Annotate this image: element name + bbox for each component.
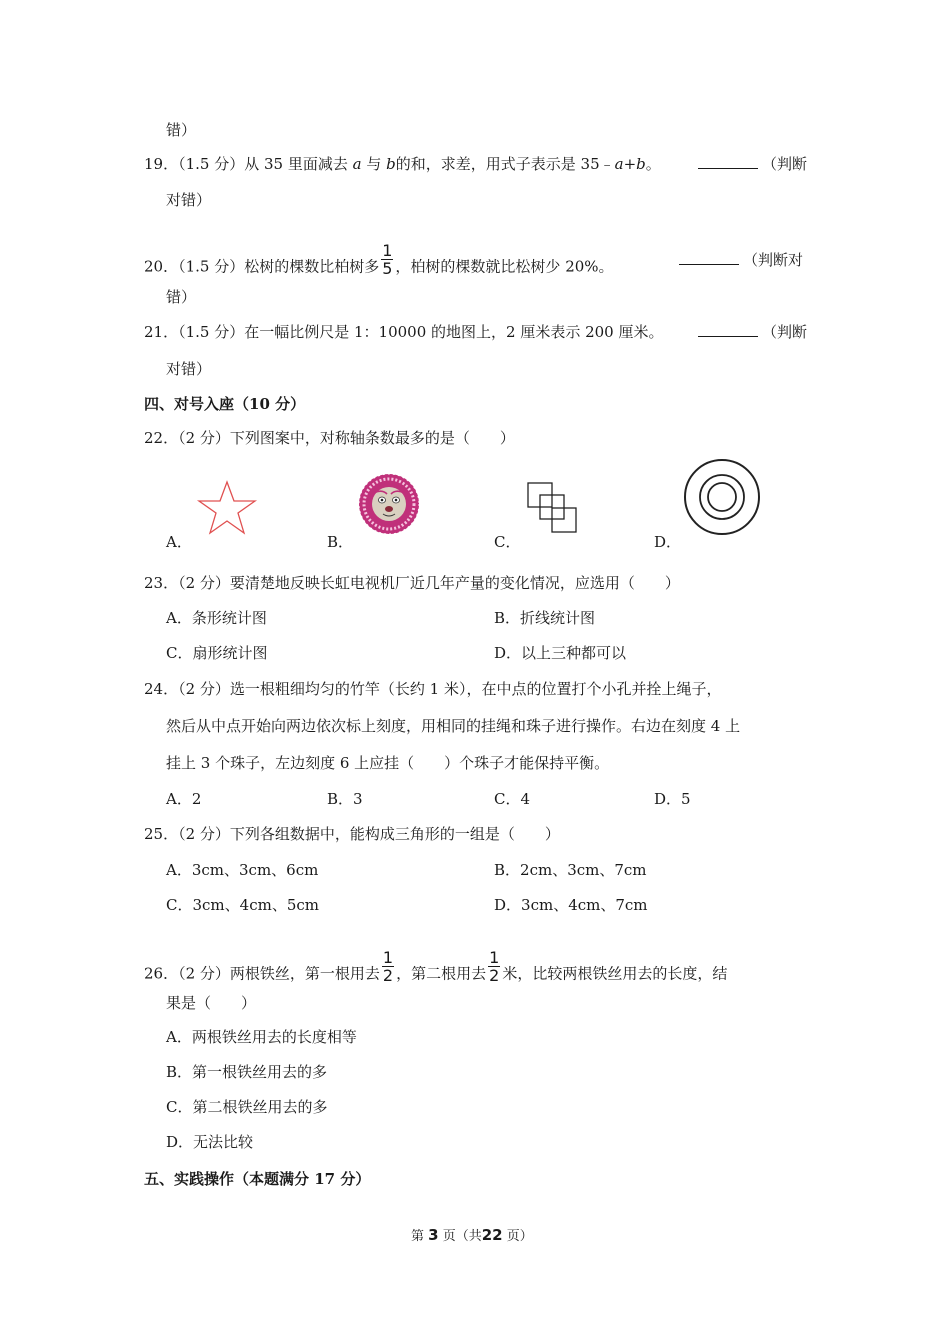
q19-var-b: b — [386, 155, 396, 173]
q24-text-line2: 然后从中点开始向两边依次标上刻度，用相同的挂绳和珠子进行操作。右边在刻度 4 上 — [166, 717, 741, 735]
q24-number: 24． — [144, 680, 179, 698]
q26-frac1-den: 2 — [382, 966, 394, 985]
q20-answer-blank[interactable] — [679, 250, 739, 265]
q23-option-c[interactable]: C．扇形统计图 — [166, 644, 268, 662]
q26-option-c[interactable]: C．第二根铁丝用去的多 — [166, 1098, 328, 1116]
q19-score: （1.5 分） — [178, 155, 245, 173]
q26-text-line2: 果是（ ） — [166, 994, 257, 1012]
q21-answer-blank[interactable] — [698, 322, 758, 337]
q26-option-d[interactable]: D．无法比较 — [166, 1133, 254, 1151]
q24-option-b[interactable]: B．3 — [327, 790, 363, 808]
question-20 — [144, 241, 614, 285]
q20-frac-den: 5 — [382, 259, 393, 278]
section-5-heading: 五、实践操作（本题满分 17 分） — [144, 1170, 371, 1188]
q25-option-a[interactable]: A．3cm、3cm、6cm — [166, 861, 319, 879]
footer-suffix: 页） — [506, 1229, 533, 1244]
squares-figure — [526, 481, 580, 535]
q25-option-b[interactable]: B．2cm、3cm、7cm — [494, 861, 647, 879]
q25-text: 下列各组数据中，能构成三角形的一组是（ ） — [229, 825, 560, 843]
q21-answer-area — [694, 322, 807, 342]
q26-text: 两根铁丝，第一根用去 — [229, 964, 380, 983]
q22-option-d[interactable]: D． — [654, 533, 682, 551]
q23-score: （2 分） — [178, 574, 230, 592]
q21-tail2: 对错） — [166, 360, 212, 378]
q19-text-b: 与 — [366, 155, 382, 173]
concentric-circles-figure — [683, 458, 761, 536]
q19-answer-area — [694, 154, 807, 174]
q19-text-d: 。 — [645, 155, 661, 173]
q24-option-d[interactable]: D．5 — [654, 790, 691, 808]
q20-tail: （判断对 — [743, 251, 804, 269]
q19-answer-blank[interactable] — [698, 154, 758, 169]
q24-option-a[interactable]: A．2 — [166, 790, 202, 808]
q26-score: （2 分） — [178, 964, 230, 983]
q23-option-b[interactable]: B．折线统计图 — [494, 609, 596, 627]
q19-tail: （判断 — [762, 155, 808, 173]
q18-tail: 错） — [166, 121, 197, 139]
q26-number: 26． — [144, 964, 179, 983]
q26-text-b: ，第二根用去 — [396, 964, 487, 983]
q25-number: 25． — [144, 825, 179, 843]
q20-text-b: ，柏树的棵数就比松树少 20%。 — [395, 257, 614, 276]
q22-option-b[interactable]: B． — [327, 533, 354, 551]
q26-frac1-num: 1 — [382, 948, 394, 967]
q19-text: 从 35 里面减去 — [244, 155, 348, 173]
q24-text-line1: 选一根粗细均匀的竹竿（长约 1 米），在中点的位置打个小孔并拴上绳子， — [229, 680, 722, 698]
q25-option-d[interactable]: D．3cm、4cm、7cm — [494, 896, 648, 914]
q19-expr: a+b — [614, 155, 646, 173]
q24-score: （2 分） — [178, 680, 230, 698]
q22-number: 22． — [144, 429, 179, 447]
q26-frac2-num: 1 — [489, 948, 500, 967]
q26-fraction-2 — [488, 949, 500, 984]
q20-text: 松树的棵数比柏树多 — [244, 257, 380, 276]
page-footer — [411, 1225, 533, 1247]
star-figure — [196, 480, 258, 536]
q24-option-c[interactable]: C．4 — [494, 790, 531, 808]
q23-option-a[interactable]: A．条形统计图 — [166, 609, 267, 627]
q19-text-c: 的和，求差，用式子表示是 35﹣ — [395, 155, 615, 173]
q19-var-a: a — [352, 155, 362, 173]
q20-frac-num: 1 — [382, 241, 393, 260]
question-26 — [144, 948, 728, 992]
q21-tail: （判断 — [762, 323, 808, 341]
lion-figure — [358, 473, 420, 535]
question-25 — [144, 824, 560, 844]
q26-text-c: 米，比较两根铁丝用去的长度，结 — [502, 964, 728, 983]
q20-tail2: 错） — [166, 288, 197, 306]
footer-total-pages: 22 — [481, 1226, 503, 1244]
q22-option-a[interactable]: A． — [166, 533, 192, 551]
q23-text: 要清楚地反映长虹电视机厂近几年产量的变化情况，应选用（ ） — [229, 574, 680, 592]
section-4-heading: 四、对号入座（10 分） — [144, 395, 306, 413]
q20-score: （1.5 分） — [178, 257, 245, 276]
q21-text: 在一幅比例尺是 1：10000 的地图上，2 厘米表示 200 厘米。 — [244, 323, 664, 341]
q26-fraction-1 — [382, 949, 394, 984]
question-24 — [144, 679, 722, 699]
q23-option-d[interactable]: D．以上三种都可以 — [494, 644, 627, 662]
q22-option-c[interactable]: C． — [494, 533, 521, 551]
q24-text-line3: 挂上 3 个珠子，左边刻度 6 上应挂（ ）个珠子才能保持平衡。 — [166, 754, 610, 772]
question-19 — [144, 154, 661, 174]
q25-score: （2 分） — [178, 825, 230, 843]
q21-number: 21． — [144, 323, 179, 341]
q26-frac2-den: 2 — [489, 966, 500, 985]
q20-fraction — [381, 242, 393, 277]
q26-option-a[interactable]: A．两根铁丝用去的长度相等 — [166, 1028, 357, 1046]
question-22 — [144, 428, 515, 448]
q20-number: 20． — [144, 257, 179, 276]
question-23 — [144, 573, 680, 593]
q19-number: 19． — [144, 155, 179, 173]
q26-option-b[interactable]: B．第一根铁丝用去的多 — [166, 1063, 328, 1081]
footer-mid: 页（共 — [442, 1229, 482, 1244]
question-21 — [144, 322, 664, 342]
footer-page-number: 3 — [428, 1226, 439, 1244]
q20-answer-area — [675, 250, 803, 270]
q23-number: 23． — [144, 574, 179, 592]
q25-option-c[interactable]: C．3cm、4cm、5cm — [166, 896, 319, 914]
q22-score: （2 分） — [178, 429, 230, 447]
q19-tail2: 对错） — [166, 191, 212, 209]
q21-score: （1.5 分） — [178, 323, 245, 341]
q22-text: 下列图案中，对称轴条数最多的是（ ） — [229, 429, 515, 447]
footer-prefix: 第 — [411, 1229, 425, 1244]
